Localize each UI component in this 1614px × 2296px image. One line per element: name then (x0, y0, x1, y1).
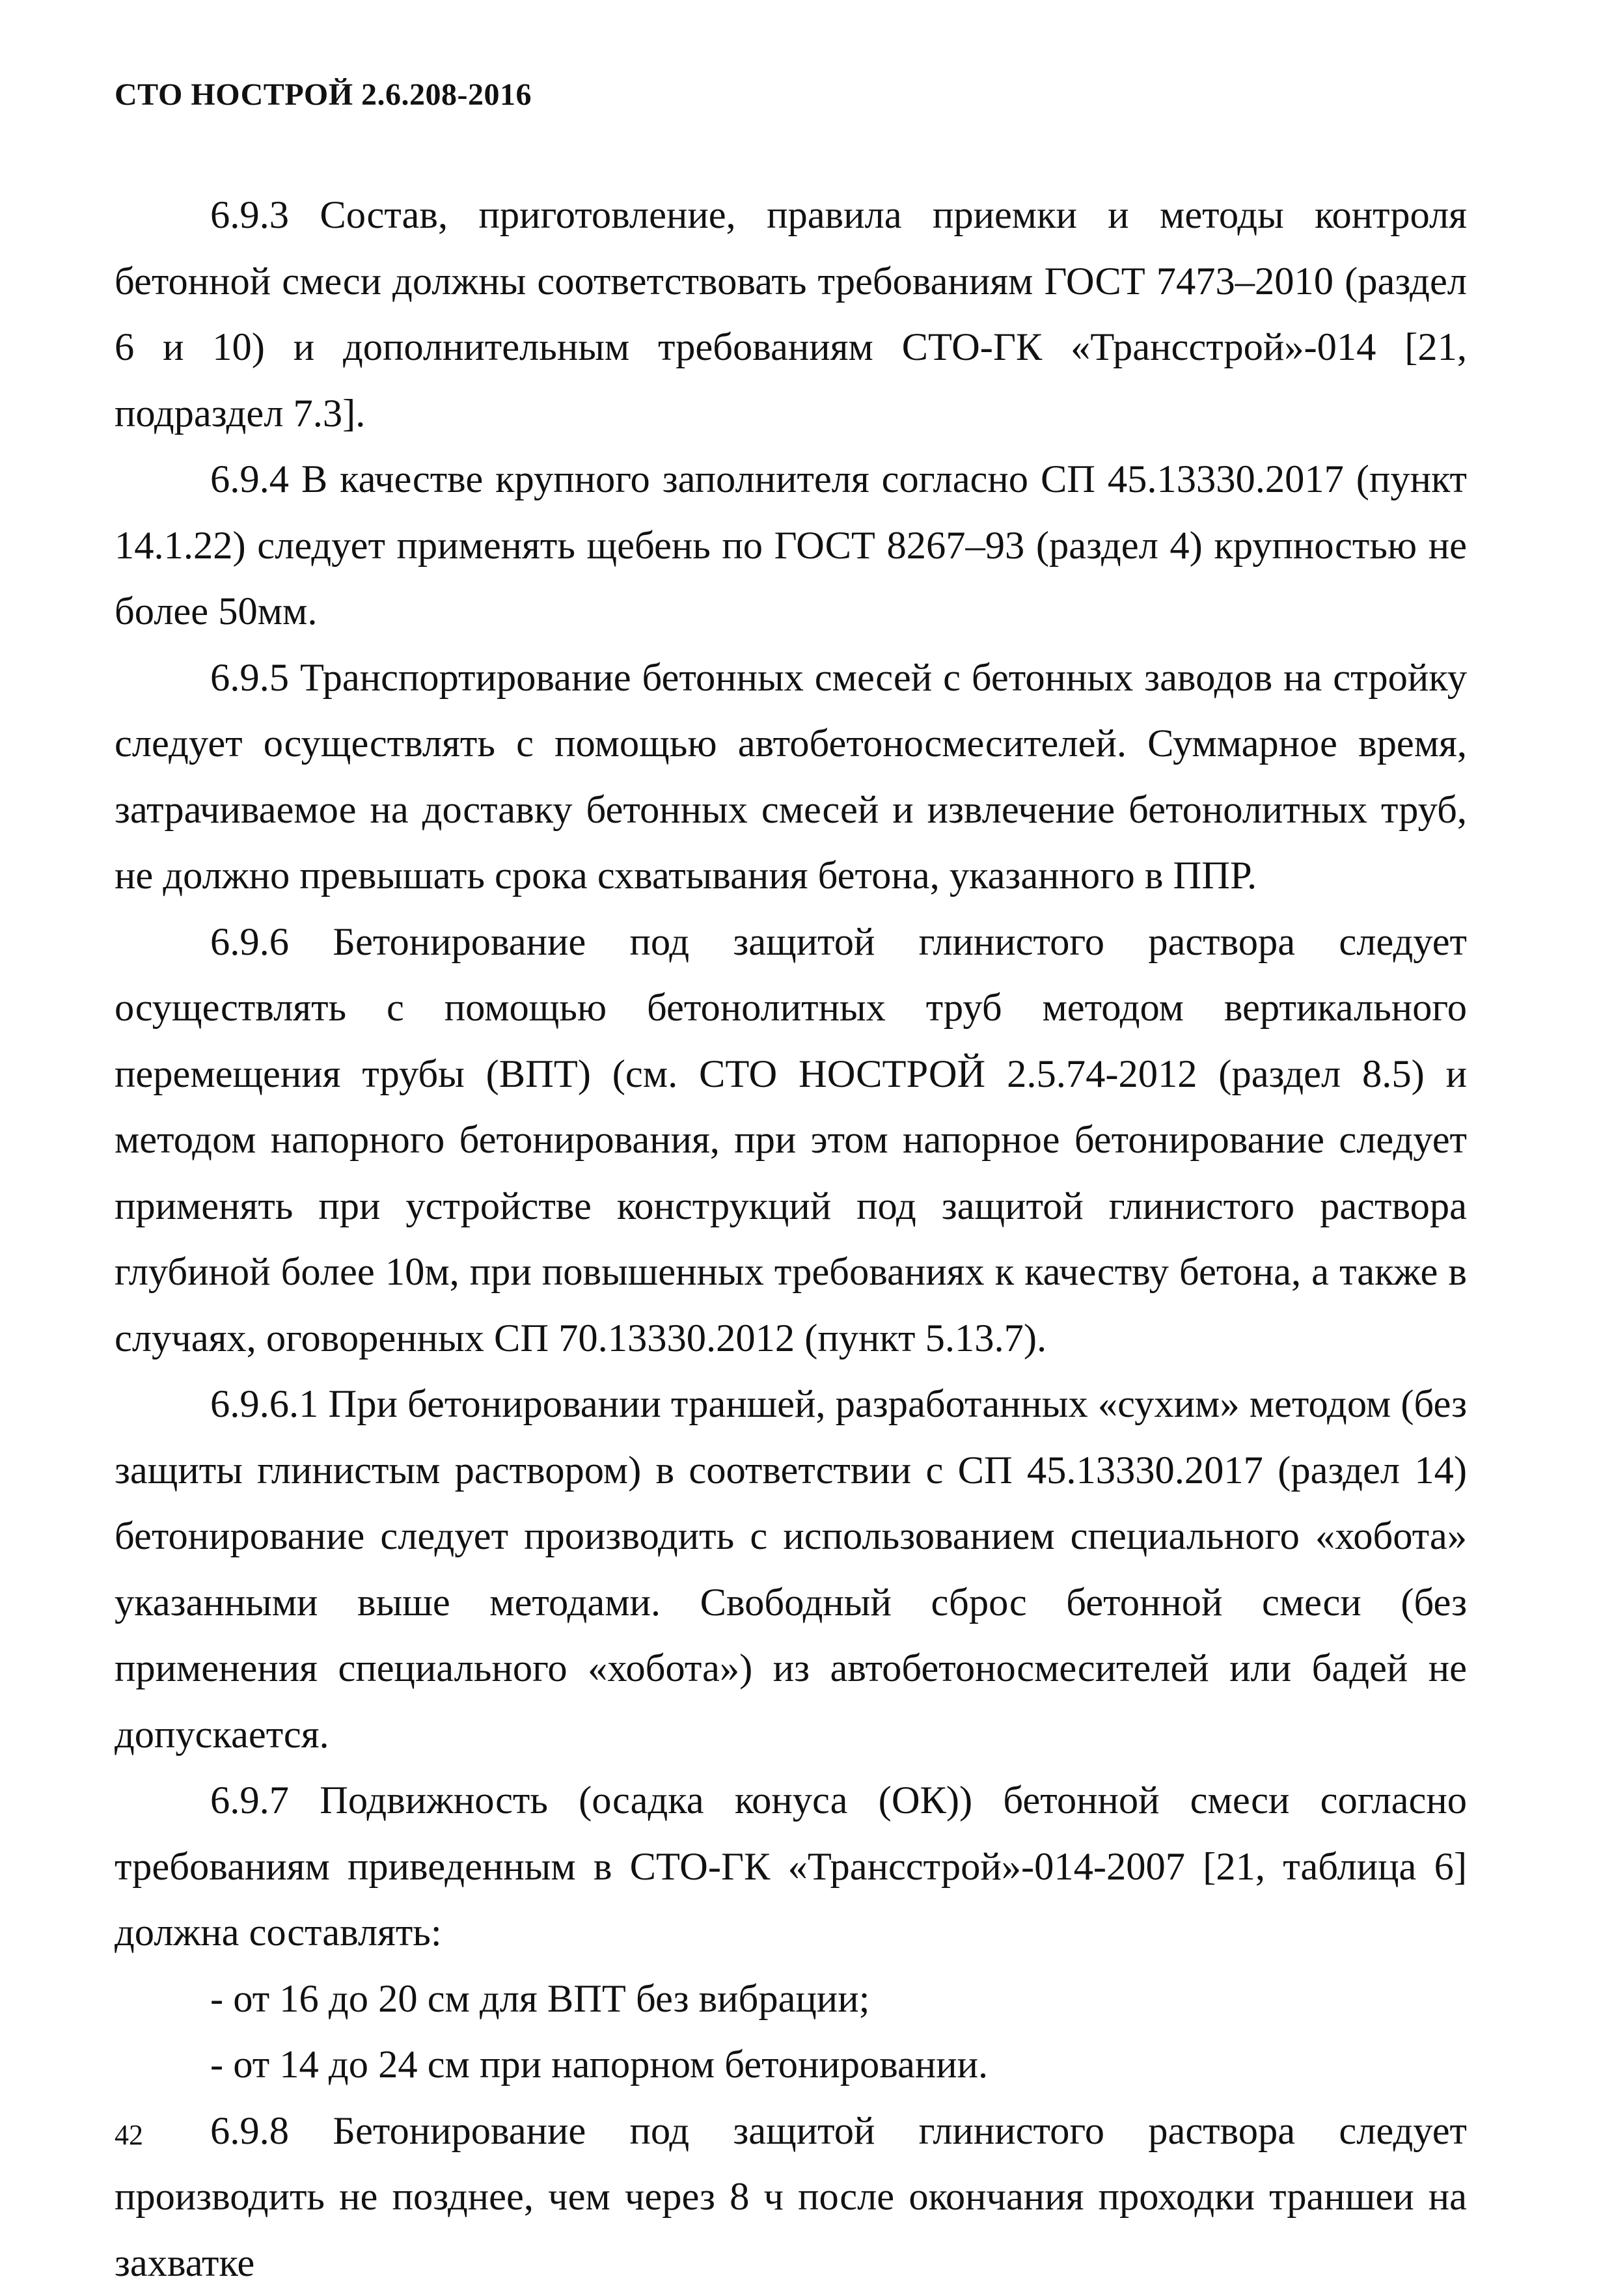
list-item: - от 14 до 24 см при напорном бетонировании. (115, 2032, 1467, 2098)
paragraph-6-9-8: 6.9.8 Бетонирование под защитой глинистого раствора следует производить не позднее, чем через 8 ч после окончания проходки траншеи на захватке (115, 2098, 1467, 2296)
list-item: - от 16 до 20 см для ВПТ без вибрации; (115, 1966, 1467, 2032)
paragraph-6-9-5: 6.9.5 Транспортирование бетонных смесей с бетонных заводов на стройку следует осуществлять с помощью автобетоносмесителей. Суммарное время, затрачиваемое на доставку бетонных смесей и извлечение бетонолитных труб, не должно превышать срока схватывания бетона, указанного в ППР. (115, 645, 1467, 909)
paragraph-6-9-3: 6.9.3 Состав, приготовление, правила приемки и методы контроля бетонной смеси должны соответствовать требованиям ГОСТ 7473–2010 (раздел 6 и 10) и дополнительным требованиям СТО-ГК «Трансстрой»-014 [21, подраздел 7.3]. (115, 182, 1467, 446)
page-number: 42 (115, 2118, 143, 2152)
paragraph-6-9-6-1: 6.9.6.1 При бетонировании траншей, разработанных «сухим» методом (без защиты глинистым раствором) в соответствии с СП 45.13330.2017 (раздел 14) бетонирование следует производить с использованием специального «хобота» указанными выше методами. Свободный сброс бетонной смеси (без применения специального «хобота») из автобетоносмесителей или бадей не допускается. (115, 1371, 1467, 1768)
document-header-title: СТО НОСТРОЙ 2.6.208-2016 (115, 77, 532, 113)
paragraph-6-9-4: 6.9.4 В качестве крупного заполнителя согласно СП 45.13330.2017 (пункт 14.1.22) следует применять щебень по ГОСТ 8267–93 (раздел 4) крупностью не более 50мм. (115, 446, 1467, 645)
document-body (115, 182, 1467, 2296)
paragraph-6-9-6: 6.9.6 Бетонирование под защитой глинистого раствора следует осуществлять с помощью бетонолитных труб методом вертикального перемещения трубы (ВПТ) (см. СТО НОСТРОЙ 2.5.74-2012 (раздел 8.5) и методом напорного бетонирования, при этом напорное бетонирование следует применять при устройстве конструкций под защитой глинистого раствора глубиной более 10м, при повышенных требованиях к качеству бетона, а также в случаях, оговоренных СП 70.13330.2012 (пункт 5.13.7). (115, 909, 1467, 1372)
paragraph-6-9-7: 6.9.7 Подвижность (осадка конуса (ОК)) бетонной смеси согласно требованиям приведенным в СТО-ГК «Трансстрой»-014-2007 [21, таблица 6] должна составлять: (115, 1768, 1467, 1966)
